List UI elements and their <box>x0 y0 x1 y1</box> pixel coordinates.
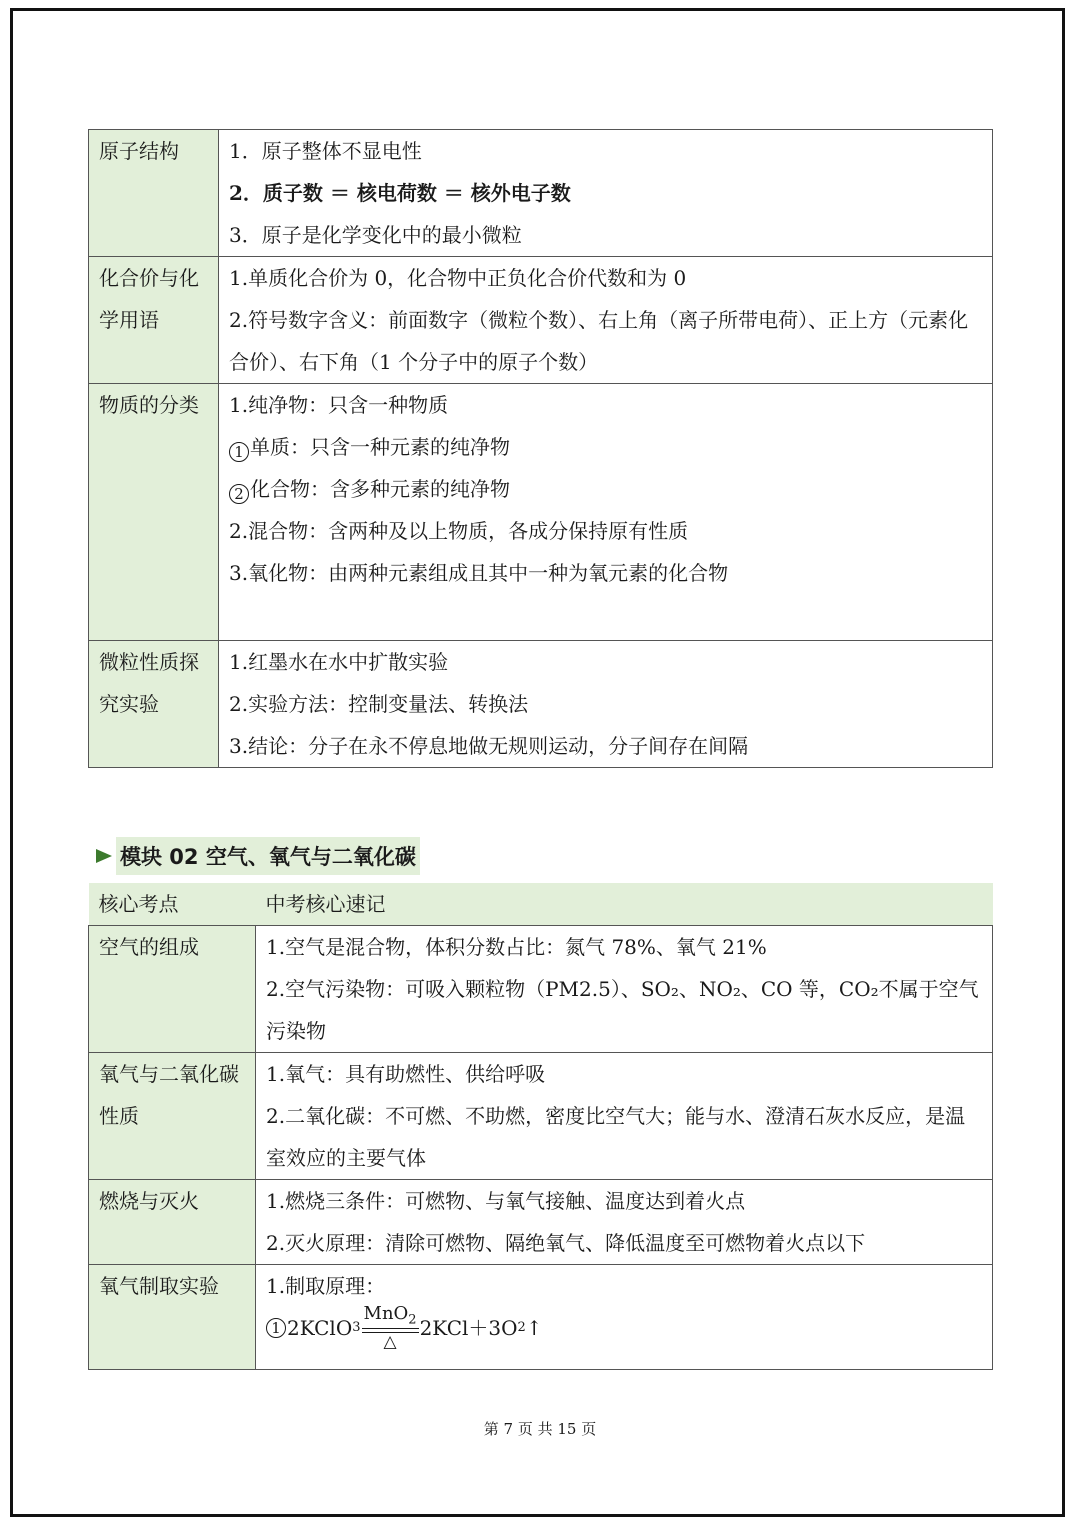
topic-label: 物质的分类 <box>99 393 199 417</box>
content-line: 2.二氧化碳：不可燃、不助燃，密度比空气大；能与水、澄清石灰水反应，是温室效应的主要气体 <box>266 1104 966 1170</box>
table-row <box>89 1265 993 1370</box>
content-line: 2.混合物：含两种及以上物质，各成分保持原有性质 <box>229 519 689 543</box>
reaction-condition: MnO$_2$ △ <box>363 1303 417 1352</box>
content-cell <box>219 384 993 641</box>
topic-label: 微粒性质探究实验 <box>99 650 199 716</box>
topic-cell <box>89 1265 256 1370</box>
content-line: 2.符号数字含义：前面数字（微粒个数）、右上角（离子所带电荷）、正上方（元素化合价）、右下角（1 个分子中的原子个数） <box>229 308 969 374</box>
table-row <box>89 641 993 768</box>
knowledge-table-module-01 <box>88 129 993 768</box>
table-row <box>89 257 993 384</box>
content-line: 1.空气是混合物，体积分数占比：氮气 78%、氧气 21% <box>266 935 767 959</box>
table-header-row <box>89 883 993 926</box>
chemical-equation: 1 2KClO 3 MnO$_2$ △ 2KCl＋3O 2 ↑ <box>266 1307 982 1349</box>
reactant: 2KClO <box>287 1316 353 1340</box>
content-line: 1.制取原理： <box>266 1274 386 1298</box>
topic-cell <box>89 384 219 641</box>
content-cell <box>256 1180 993 1265</box>
topic-cell <box>89 1180 256 1265</box>
column-header: 核心考点 <box>98 892 179 916</box>
column-header: 中考核心速记 <box>265 892 386 916</box>
content-line: 2.灭火原理：清除可燃物、隔绝氧气、降低温度至可燃物着火点以下 <box>266 1231 866 1255</box>
header-cell <box>256 883 993 926</box>
triangle-arrow-icon <box>96 849 112 863</box>
topic-cell <box>89 1053 256 1180</box>
content-line: 1.氧气：具有助燃性、供给呼吸 <box>266 1062 546 1086</box>
content-line: 1 单质：只含一种元素的纯净物 <box>229 426 982 468</box>
topic-cell <box>89 130 219 257</box>
content-line: 1.红墨水在水中扩散实验 <box>229 650 449 674</box>
topic-cell <box>89 926 256 1053</box>
content-line: 1．原子整体不显电性 <box>229 139 422 163</box>
topic-label: 原子结构 <box>99 139 179 163</box>
topic-label: 燃烧与灭火 <box>99 1189 199 1213</box>
content-line: 1.单质化合价为 0，化合物中正负化合价代数和为 0 <box>229 266 687 290</box>
content-line: 3.结论：分子在永不停息地做无规则运动，分子间存在间隔 <box>229 734 749 758</box>
table-row <box>89 130 993 257</box>
gas-arrow: ↑ <box>525 1316 543 1340</box>
content-cell <box>256 1053 993 1180</box>
topic-cell <box>89 257 219 384</box>
content-line: 1.燃烧三条件：可燃物、与氧气接触、温度达到着火点 <box>266 1189 746 1213</box>
topic-label: 氧气制取实验 <box>99 1274 219 1298</box>
table-row <box>89 384 993 641</box>
content-line: 2.实验方法：控制变量法、转换法 <box>229 692 529 716</box>
content-cell <box>256 926 993 1053</box>
circled-number-marker: 1 <box>266 1318 286 1338</box>
page-footer: 第 7 页 共 15 页 <box>483 1420 597 1438</box>
topic-label: 空气的组成 <box>99 935 199 959</box>
topic-cell <box>89 641 219 768</box>
topic-label: 化合价与化学用语 <box>99 266 199 332</box>
table-row <box>89 1180 993 1265</box>
table-row <box>89 926 993 1053</box>
header-cell <box>89 883 256 926</box>
content-cell <box>219 257 993 384</box>
product: 2KCl＋3O <box>419 1316 518 1340</box>
content-cell <box>256 1265 993 1370</box>
content-cell <box>219 130 993 257</box>
content-line: 3．原子是化学变化中的最小微粒 <box>229 223 522 247</box>
content-cell <box>219 641 993 768</box>
content-line: 2．质子数 ＝ 核电荷数 ＝ 核外电子数 <box>229 181 571 205</box>
table-row <box>89 1053 993 1180</box>
circled-number-marker: 2 <box>229 484 249 504</box>
topic-label: 氧气与二氧化碳性质 <box>99 1062 239 1128</box>
content-line: 2 化合物：含多种元素的纯净物 <box>229 468 982 510</box>
content-line: 2.空气污染物：可吸入颗粒物（PM2.5）、SO₂、NO₂、CO 等，CO₂不属于空气污染物 <box>266 977 979 1043</box>
knowledge-table-module-02 <box>88 883 993 1370</box>
circled-number-marker: 1 <box>229 442 249 462</box>
content-line: 1.纯净物：只含一种物质 <box>229 393 449 417</box>
content-line: 3.氧化物：由两种元素组成且其中一种为氧元素的化合物 <box>229 561 729 585</box>
section-title: 模块 02 空气、氧气与二氧化碳 <box>116 837 420 875</box>
section-heading <box>96 838 420 874</box>
